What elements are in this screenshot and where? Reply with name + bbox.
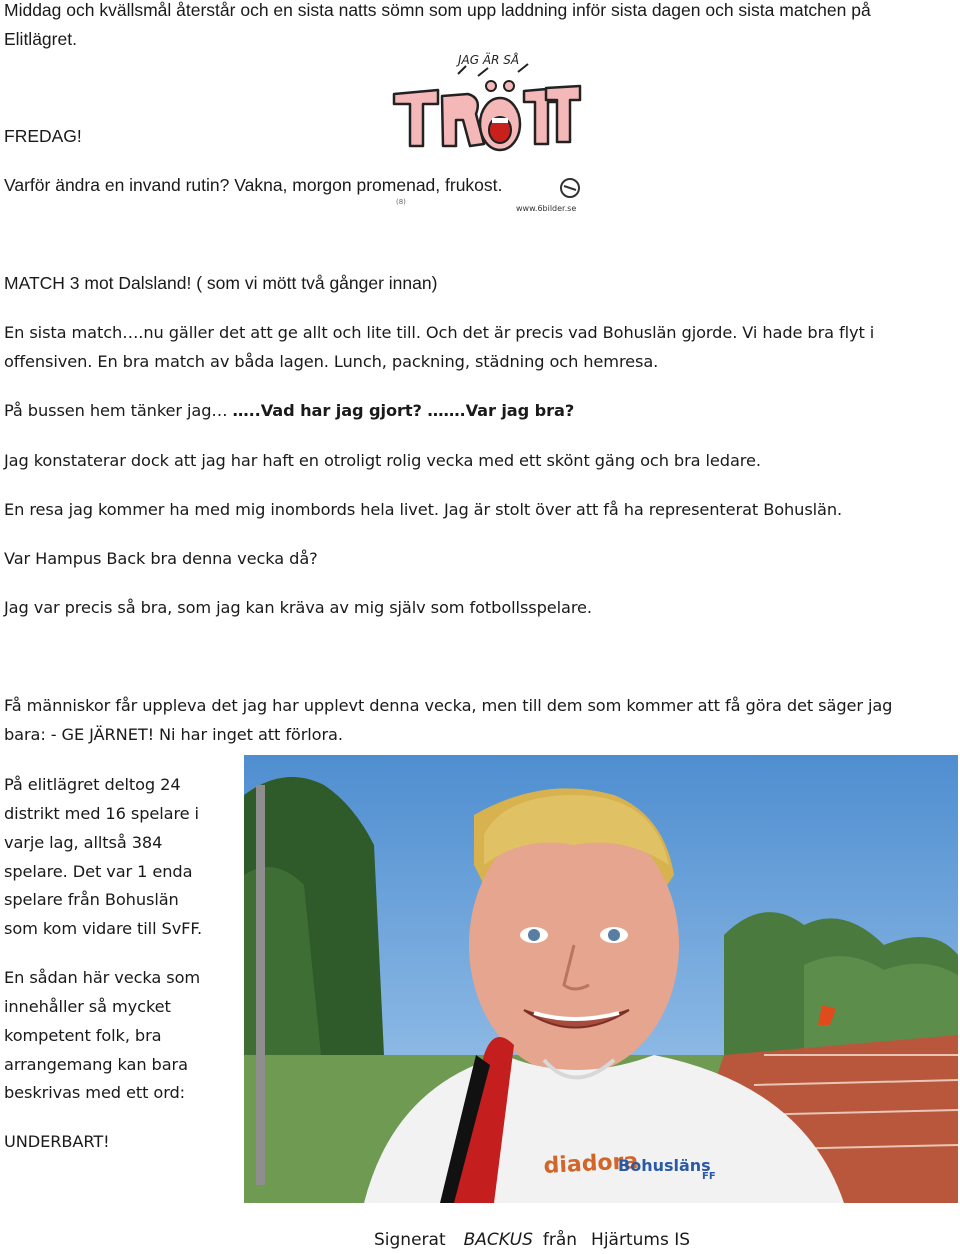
shirt-club-text: Bohusläns [618,1156,711,1175]
side-line: En sådan här vecka som [4,968,201,987]
match-line: MATCH 3 mot Dalsland! ( som vi mött två gånger innan) [4,273,438,293]
closing-word: UNDERBART! [4,1132,110,1151]
side-line: beskrivas med ett ord: [4,1083,186,1102]
question-line: Var Hampus Back bra denna vecka då? [4,549,318,568]
logo-stamp-icon [561,179,579,197]
signature-club: Hjärtums IS [591,1230,691,1250]
answer-line: Jag var precis så bra, som jag kan kräva av mig själv som fotbollsspelare. [4,598,592,617]
side-line: kompetent folk, bra [4,1026,162,1045]
week-summary: Jag konstaterar dock att jag har haft en otroligt rolig vecka med ett skönt gäng och bra ledare. [4,451,761,470]
last-match-line-2: offensiven. En bra match av båda lagen. Lunch, packning, städning och hemresa. [4,352,659,371]
advice-line-2: bara: - GE JÄRNET! Ni har inget att förlora. [4,725,343,744]
player-photo [244,755,958,1203]
routine-line: Varför ändra en invand rutin? Vakna, morgon promenad, frukost. [4,175,503,195]
shirt-club-suffix: FF [702,1171,716,1182]
side-line: spelare. Det var 1 enda [4,862,193,881]
svg-text:(8): (8) [396,198,406,206]
intro-line-1: Middag och kvällsmål återstår och en sista natts sömn som upp laddning inför sista dagen och sista matchen på [4,0,871,20]
side-line: innehåller så mycket [4,997,171,1016]
signature-prefix: Signerat [374,1230,446,1250]
friday-heading: FREDAG! [4,126,82,146]
signature-name: BACKUS [463,1230,533,1250]
side-line: spelare från Bohuslän [4,890,179,909]
side-line: som kom vidare till SvFF. [4,919,203,938]
intro-line-2: Elitlägret. [4,29,77,49]
side-line: distrikt med 16 spelare i [4,804,199,823]
logo-footer-text: www.6bilder.se [516,204,577,213]
side-line: arrangemang kan bara [4,1055,188,1074]
advice-line-1: Få människor får uppleva det jag har upplevt denna vecka, men till dem som kommer att få göra det säger jag [4,696,893,715]
last-match-line-1: En sista match….nu gäller det att ge allt och lite till. Och det är precis vad Bohuslän gjorde. Vi hade bra flyt i [4,323,875,342]
side-line: På elitlägret deltog 24 [4,775,181,794]
signature-line [374,1226,690,1254]
shirt-brand-text: diadora [543,1149,639,1179]
signature-from: från [542,1230,578,1250]
logo-top-text: JAG ÄR SÅ [458,53,520,67]
pride-line: En resa jag kommer ha med mig inombords hela livet. Jag är stolt över att få ha representerat Bohuslän. [4,500,843,519]
side-line: varje lag, alltså 384 [4,833,163,852]
bus-reflection: På bussen hem tänker jag… …..Vad har jag gjort? …….Var jag bra? [4,401,575,420]
